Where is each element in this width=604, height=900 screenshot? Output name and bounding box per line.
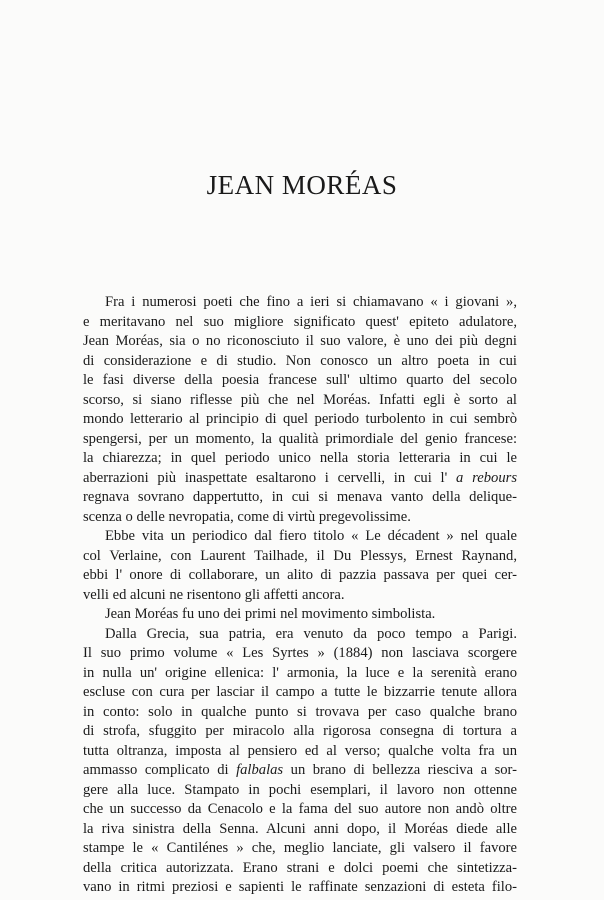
text-line: velli ed alcuni ne risentono gli affetti ancora. [83,586,345,603]
text-line: in conto: solo in qualche punto si trovava per caso qualche brano [83,703,517,720]
chapter-title: JEAN MORÉAS [206,170,398,200]
text-fragment: aberrazioni più inaspettate esaltarono i cervelli, in cui l' [83,469,448,486]
paragraph-4 [83,625,517,898]
text-fragment: ammasso complicato di [83,762,229,778]
text-line-with-italic [83,761,517,781]
text-line: ebbi l' onore di collaborare, un alito di pazzia passava per quei cer- [83,567,517,583]
text-line: mondo letterario al principio di quel periodo turbolento in cui sembrò [83,411,517,427]
text-line: di considerazione e di studio. Non conosco un altro poeta in cui [83,352,517,369]
text-line: Fra i numerosi poeti che fino a ieri si chiamavano « i giovani », [105,294,517,310]
text-line: della critica autorizzata. Erano strani e dolci poemi che sintetizza- [83,859,517,876]
text-line: escluse con cura per lasciar il campo a tutte le bizzarrie tenute allora [83,684,517,700]
text-line: vano in ritmi preziosi e sapienti le raffinate senzazioni di esteta filo- [83,879,517,895]
text-line: col Verlaine, con Laurent Tailhade, il Du Plessys, Ernest Raynand, [83,547,517,564]
text-line: scorso, si siano riflesse più che nel Moréas. Infatti egli è sorto al [83,391,517,408]
paragraph-3 [83,605,517,625]
text-line: di strofa, sfuggito per miracolo alla rigorosa consegna di tortura a [83,723,517,739]
text-line: spengersi, per un momento, la qualità primordiale del genio francese: [83,430,517,447]
text-line: la riva sinistra della Senna. Alcuni anni dopo, il Moréas diede alle [83,820,517,837]
text-line: gere alla luce. Stampato in pochi esemplari, il lavoro non ottenne [83,781,517,798]
text-line: che un successo da Cenacolo e la fama del suo autore non andò oltre [83,801,517,817]
text-line: la chiarezza; in quel periodo unico nella storia letteraria in cui le [83,450,517,466]
text-line: tutta oltranza, imposta al pensiero ed al verso; qualche volta fra un [83,742,517,759]
italic-phrase: a rebours [456,469,517,486]
text-line: Jean Moréas fu uno dei primi nel movimento simbolista. [105,606,436,622]
body-text [83,293,517,898]
text-line: le fasi diverse della poesia francese sull' ultimo quarto del secolo [83,372,517,388]
text-fragment: un brano di bellezza riesciva a sor- [290,762,517,778]
text-line: Il suo primo volume « Les Syrtes » (1884) non lasciava scorgere [83,645,517,661]
text-line: scenza o delle nevropatia, come di virtù pregevolissime. [83,508,411,525]
text-line: in nulla un' origine ellenica: l' armonia, la luce e la serenità erano [83,664,517,681]
text-line: regnava sovrano dappertutto, in cui si menava vanto della delique- [83,489,517,505]
text-line: Ebbe vita un periodico dal fiero titolo « Le décadent » nel quale [105,528,517,544]
text-line: stampe le « Cantilénes » che, meglio lanciate, gli valsero il favore [83,840,517,856]
text-line: Dalla Grecia, sua patria, era venuto da poco tempo a Parigi. [105,625,517,642]
text-line: Jean Moréas, sia o no riconosciuto il suo valore, è uno dei più degni [83,333,517,349]
text-line: e meritavano nel suo migliore significato quest' epiteto adulatore, [83,313,517,330]
text-line-with-italic [83,469,517,489]
italic-phrase: falbalas [236,762,284,778]
paragraph-2 [83,527,517,605]
paragraph-1 [83,293,517,527]
